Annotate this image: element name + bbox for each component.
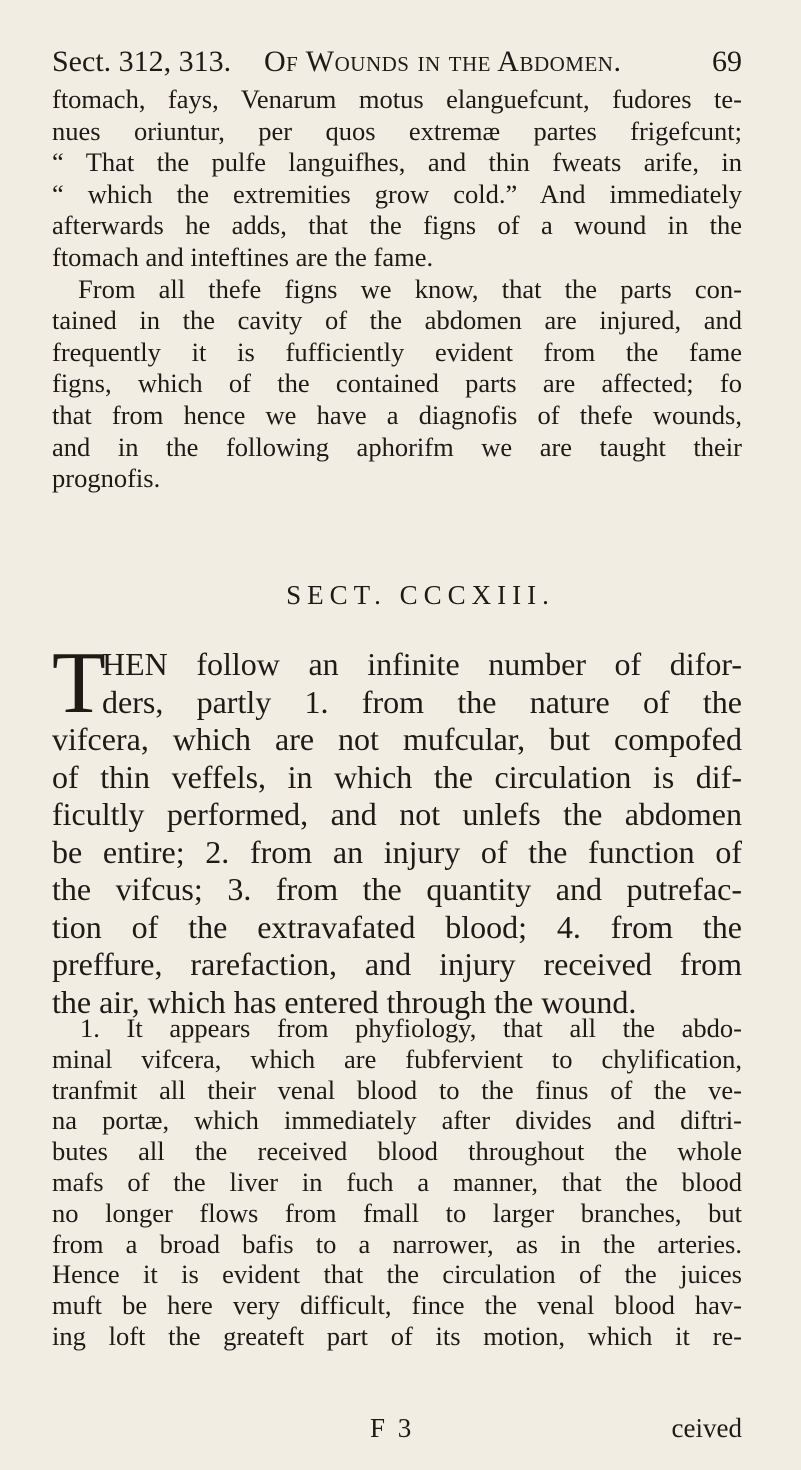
text-line: nues oriuntur, per quos extremæ partes frigefcunt;: [52, 115, 742, 146]
text-line: From all thefe figns we know, that the parts con-: [78, 273, 742, 304]
commentary-text: [52, 1013, 742, 1352]
text-line: vifcera, which are not mufcular, but compofed: [52, 721, 742, 757]
text-line: ftomach and inteftines are the fame.: [52, 241, 434, 272]
text-line: “ That the pulfe languifhes, and thin fweats arife, in: [52, 147, 742, 178]
text-line: frequently it is fufficiently evident from the fame: [52, 336, 742, 367]
text-line: tion of the extravafated blood; 4. from the: [52, 908, 742, 945]
text-line: na portæ, which immediately after divides and diftri-: [52, 1105, 742, 1136]
text-line: ders, partly 1. from the nature of the: [102, 683, 742, 720]
drop-cap: T: [52, 635, 106, 732]
text-line: figns, which of the contained parts are affected; fo: [52, 368, 742, 399]
page-footer: [52, 1411, 742, 1445]
running-head: [52, 44, 742, 80]
text-line: ing loft the greateft part of its motion, which it re-: [52, 1320, 742, 1351]
text-line: minal vifcera, which are fubfervient to chylification,: [52, 1043, 742, 1074]
text-line: mafs of the liver in fuch a manner, that the blood: [52, 1166, 742, 1197]
text-line: preffure, rarefaction, and injury received from: [52, 946, 742, 982]
text-line: be entire; 2. from an injury of the function of: [52, 833, 742, 870]
section-heading: SECT. CCCXIII.: [286, 580, 555, 610]
text-line: the air, which has entered through the wound.: [52, 983, 637, 1020]
text-line: from a broad bafis to a narrower, as in the arteries.: [52, 1228, 742, 1259]
text-line: HEN follow an infinite number of difor-: [102, 646, 742, 682]
text-line: Hence it is evident that the circulation of the juices: [52, 1259, 742, 1290]
page-title: Of Wounds in the Abdomen.: [264, 45, 622, 78]
text-line: prognofis.: [52, 463, 161, 494]
text-line: tranfmit all their venal blood to the finus of the ve-: [52, 1074, 742, 1105]
text-line: that from hence we have a diagnofis of thefe wounds,: [52, 399, 742, 430]
text-line: muft be here very difficult, fince the venal blood hav-: [52, 1290, 742, 1321]
aphorism-text: [52, 635, 742, 1021]
text-line: of thin veffels, in which the circulation is dif-: [52, 758, 742, 795]
text-line: butes all the received blood throughout the whole: [52, 1136, 742, 1167]
text-line: tained in the cavity of the abdomen are injured, and: [52, 305, 742, 336]
catchword: ceived: [671, 1413, 742, 1443]
text-line: the vifcus; 3. from the quantity and putrefac-: [52, 871, 742, 907]
text-line: afterwards he adds, that the figns of a wound in the: [52, 210, 742, 241]
text-line: “ which the extremities grow cold.” And immediately: [52, 178, 742, 209]
text-line: no longer flows from fmall to larger branches, but: [52, 1197, 742, 1228]
page-number: 69: [712, 45, 742, 78]
text-line: 1. It appears from phyfiology, that all the abdo-: [80, 1013, 742, 1043]
section-reference: Sect. 312, 313.: [52, 45, 232, 78]
paragraph-continued: [52, 84, 742, 495]
text-line: ficultly performed, and not unlefs the abdomen: [52, 796, 742, 832]
text-line: and in the following aphorifm we are taught their: [52, 431, 742, 462]
signature-mark: F 3: [370, 1413, 415, 1443]
text-line: ftomach, fays, Venarum motus elanguefcunt, fudores te-: [52, 84, 742, 114]
